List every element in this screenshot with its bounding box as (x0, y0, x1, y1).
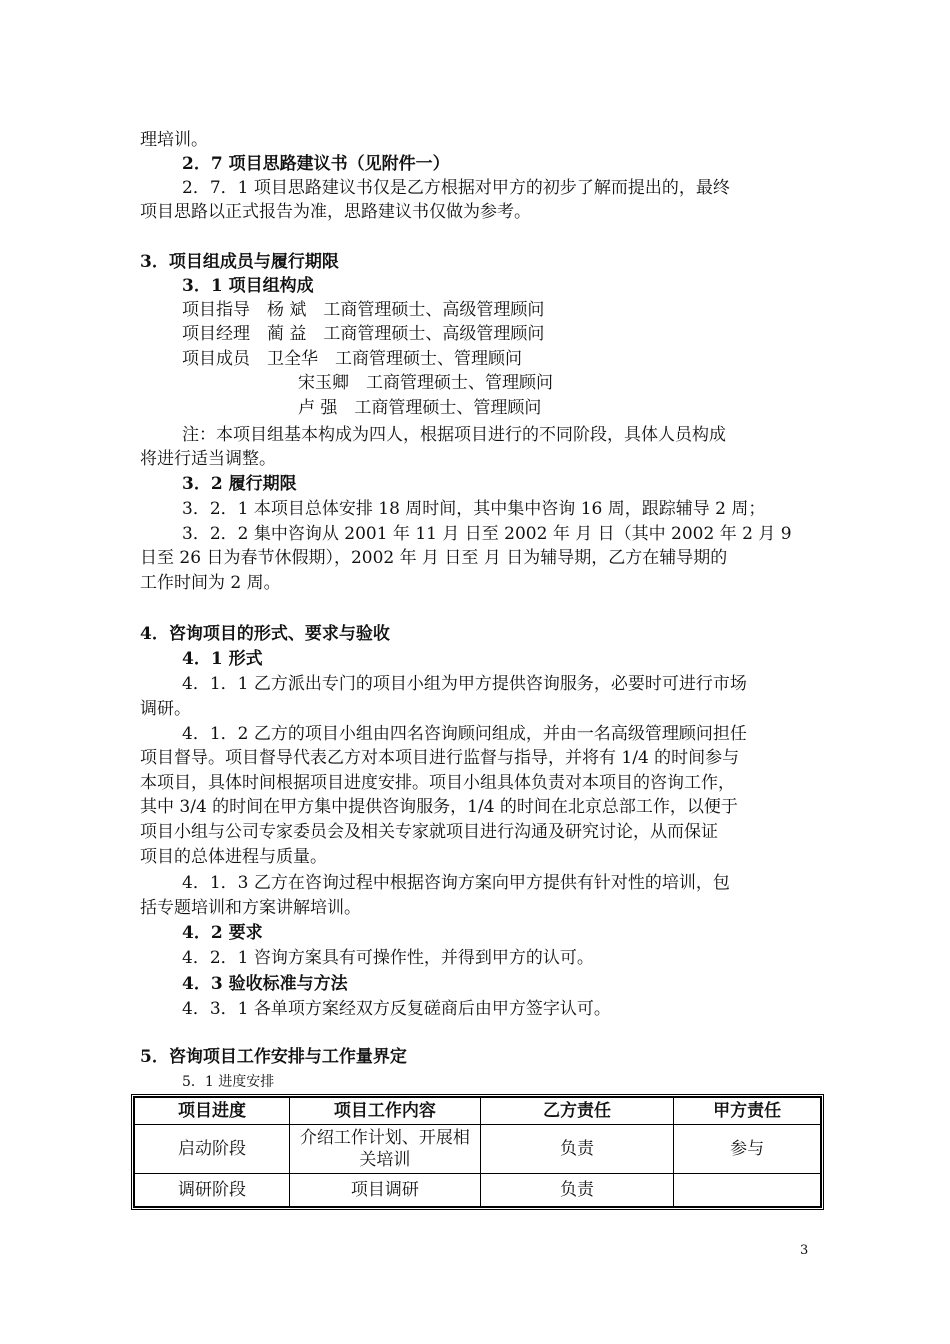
table-header-cell: 乙方责任 (480, 1098, 673, 1125)
table-cell: 介绍工作计划、开展相关培训 (290, 1125, 481, 1174)
section-heading: 4．2 要求 (182, 923, 263, 943)
text-line: 3．2．1 本项目总体安排 18 周时间，其中集中咨询 16 周，跟踪辅导 2 周； (182, 499, 766, 519)
team-member-line: 项目经理 蔺 益 工商管理硕士、高级管理顾问 (182, 324, 545, 344)
table-cell: 参与 (674, 1125, 821, 1174)
chapter-heading: 5．咨询项目工作安排与工作量界定 (140, 1047, 407, 1067)
text-line: 将进行适当调整。 (140, 449, 276, 469)
section-heading: 4．1 形式 (182, 649, 263, 669)
text-line: 项目思路以正式报告为准，思路建议书仅做为参考。 (140, 202, 531, 222)
team-member-line: 宋玉卿 工商管理硕士、管理顾问 (298, 373, 553, 393)
table-header-cell: 甲方责任 (674, 1098, 821, 1125)
section-heading: 4．3 验收标准与方法 (182, 974, 348, 994)
table-cell: 项目调研 (290, 1174, 481, 1207)
text-line: 工作时间为 2 周。 (140, 573, 281, 593)
page-number: 3 (800, 1243, 809, 1258)
text-line: 3．2．2 集中咨询从 2001 年 11 月 日至 2002 年 月 日（其中 2002 年 2 月 9 (182, 524, 792, 544)
text-line: 日至 26 日为春节休假期），2002 年 月 日至 月 日为辅导期，乙方在辅导期的 (140, 548, 728, 568)
chapter-heading: 4．咨询项目的形式、要求与验收 (140, 624, 390, 644)
text-line: 理培训。 (140, 130, 208, 150)
team-member-line: 卢 强 工商管理硕士、管理顾问 (298, 398, 542, 418)
text-line: 项目小组与公司专家委员会及相关专家就项目进行沟通及研究讨论，从而保证 (140, 822, 718, 842)
text-line: 其中 3/4 的时间在甲方集中提供咨询服务，1/4 的时间在北京总部工作，以便于 (140, 797, 738, 817)
table-cell: 调研阶段 (135, 1174, 290, 1207)
text-line: 括专题培训和方案讲解培训。 (140, 898, 361, 918)
table-row (135, 1174, 821, 1207)
text-line: 项目督导。项目督导代表乙方对本项目进行监督与指导，并将有 1/4 的时间参与 (140, 748, 740, 768)
text-line: 2．7．1 项目思路建议书仅是乙方根据对甲方的初步了解而提出的，最终 (182, 178, 730, 198)
section-heading: 2．7 项目思路建议书（见附件一） (182, 154, 450, 174)
text-line: 4．2．1 咨询方案具有可操作性，并得到甲方的认可。 (182, 948, 594, 968)
text-line: 注：本项目组基本构成为四人，根据项目进行的不同阶段，具体人员构成 (182, 425, 726, 445)
table-header-row (135, 1098, 821, 1125)
team-member-line: 项目成员 卫全华 工商管理硕士、管理顾问 (182, 349, 522, 369)
schedule-table (131, 1094, 824, 1210)
text-line: 4．1．3 乙方在咨询过程中根据咨询方案向甲方提供有针对性的培训，包 (182, 873, 730, 893)
text-line: 调研。 (140, 699, 191, 719)
table-row (135, 1125, 821, 1174)
section-heading: 3．1 项目组构成 (182, 276, 314, 296)
subsection-label: 5．1 进度安排 (182, 1074, 275, 1090)
table-cell: 负责 (480, 1174, 673, 1207)
table-cell: 启动阶段 (135, 1125, 290, 1174)
chapter-heading: 3．项目组成员与履行期限 (140, 252, 339, 272)
text-line: 本项目，具体时间根据项目进度安排。项目小组具体负责对本项目的咨询工作， (140, 773, 735, 793)
table-cell (674, 1174, 821, 1207)
section-heading: 3．2 履行期限 (182, 474, 297, 494)
team-member-line: 项目指导 杨 斌 工商管理硕士、高级管理顾问 (182, 300, 545, 320)
text-line: 4．1．1 乙方派出专门的项目小组为甲方提供咨询服务，必要时可进行市场 (182, 674, 747, 694)
text-line: 4．3．1 各单项方案经双方反复磋商后由甲方签字认可。 (182, 999, 611, 1019)
text-line: 项目的总体进程与质量。 (140, 847, 327, 867)
table-header-cell: 项目工作内容 (290, 1098, 481, 1125)
table-cell: 负责 (480, 1125, 673, 1174)
text-line: 4．1．2 乙方的项目小组由四名咨询顾问组成，并由一名高级管理顾问担任 (182, 724, 747, 744)
table-header-cell: 项目进度 (135, 1098, 290, 1125)
